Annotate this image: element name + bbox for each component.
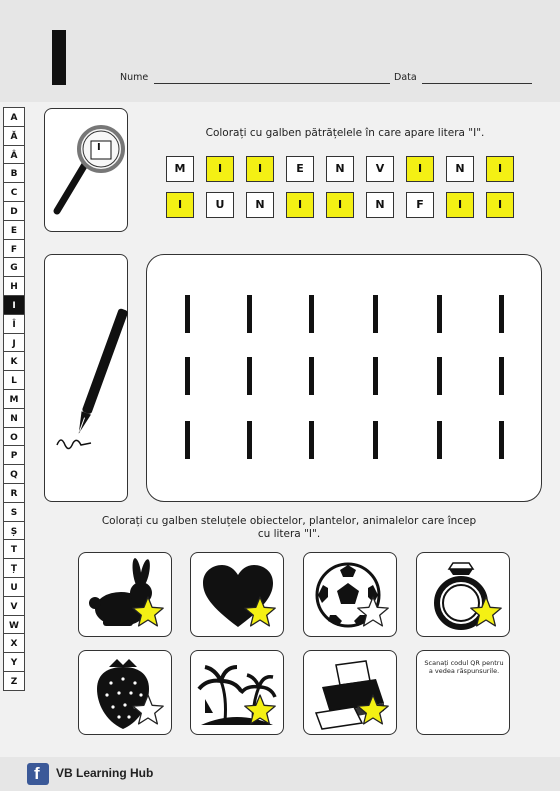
- alphabet-letter: K: [3, 351, 25, 371]
- letter-grid: [166, 156, 526, 220]
- grid-cell[interactable]: N: [326, 156, 354, 182]
- grid-cell[interactable]: I: [486, 192, 514, 218]
- alphabet-letter: J: [3, 333, 25, 353]
- alphabet-letter: L: [3, 370, 25, 390]
- alphabet-letter: Î: [3, 314, 25, 334]
- alphabet-letter: U: [3, 577, 25, 597]
- name-line[interactable]: [154, 83, 390, 84]
- alphabet-letter: G: [3, 257, 25, 277]
- star-icon: [131, 693, 165, 727]
- pen-panel: [44, 254, 128, 502]
- alphabet-letter: D: [3, 201, 25, 221]
- star-icon: [243, 693, 277, 727]
- grid-cell[interactable]: V: [366, 156, 394, 182]
- alphabet-letter: B: [3, 163, 25, 183]
- magnifier-panel: [44, 108, 128, 232]
- star-icon: [131, 595, 165, 629]
- alphabet-letter: I: [3, 295, 25, 315]
- grid-cell[interactable]: I: [206, 156, 234, 182]
- star-checkbox[interactable]: [243, 595, 277, 633]
- star-icon: [356, 595, 390, 629]
- letter-i-stroke: [185, 421, 190, 459]
- alphabet-letter: Ă: [3, 126, 25, 146]
- alphabet-letter: R: [3, 483, 25, 503]
- grid-cell[interactable]: M: [166, 156, 194, 182]
- letter-i-stroke: [247, 357, 252, 395]
- star-icon: [469, 595, 503, 629]
- letter-i-stroke: [247, 295, 252, 333]
- star-checkbox[interactable]: [243, 693, 277, 731]
- facebook-icon[interactable]: f: [27, 763, 49, 785]
- alphabet-column: [3, 108, 27, 691]
- letter-i-stroke: [499, 357, 504, 395]
- alphabet-letter: Ț: [3, 558, 25, 578]
- alphabet-letter: Q: [3, 464, 25, 484]
- grid-cell[interactable]: I: [326, 192, 354, 218]
- name-label: Nume: [120, 72, 149, 83]
- letter-i-stroke: [437, 295, 442, 333]
- grid-cell[interactable]: I: [446, 192, 474, 218]
- grid-cell[interactable]: I: [166, 192, 194, 218]
- alphabet-letter: Ș: [3, 521, 25, 541]
- star-checkbox[interactable]: [356, 595, 390, 633]
- letter-i-stroke: [373, 357, 378, 395]
- header-bar: [0, 0, 560, 102]
- star-icon: [243, 595, 277, 629]
- star-checkbox[interactable]: [469, 595, 503, 633]
- letter-i-stroke: [309, 357, 314, 395]
- letter-i-stroke: [437, 357, 442, 395]
- letter-i-stroke: [499, 421, 504, 459]
- exercise2-instruction: [64, 515, 514, 541]
- alphabet-letter: Â: [3, 145, 25, 165]
- letter-i-stroke: [185, 357, 190, 395]
- date-line[interactable]: [422, 83, 532, 84]
- alphabet-letter: H: [3, 276, 25, 296]
- alphabet-letter: E: [3, 220, 25, 240]
- letter-i-logo: [52, 30, 66, 85]
- magnifier-icon: [45, 109, 129, 233]
- grid-cell[interactable]: F: [406, 192, 434, 218]
- letter-i-stroke: [309, 421, 314, 459]
- footer-brand: VB Learning Hub: [56, 766, 154, 780]
- exercise2-line1: Colorați cu galben steluțele obiectelor, plantelor, animalelor care încep: [101, 515, 477, 527]
- star-checkbox[interactable]: [131, 693, 165, 731]
- alphabet-letter: M: [3, 389, 25, 409]
- alphabet-letter: P: [3, 445, 25, 465]
- alphabet-letter: X: [3, 633, 25, 653]
- grid-cell[interactable]: I: [486, 156, 514, 182]
- star-icon: [356, 693, 390, 727]
- tracing-panel[interactable]: [146, 254, 542, 502]
- alphabet-letter: W: [3, 615, 25, 635]
- exercise1-instruction: Colorați cu galben pătrățelele în care apare litera "I".: [205, 127, 485, 139]
- letter-i-stroke: [185, 295, 190, 333]
- grid-cell[interactable]: N: [246, 192, 274, 218]
- grid-cell[interactable]: I: [246, 156, 274, 182]
- alphabet-letter: S: [3, 502, 25, 522]
- alphabet-letter: N: [3, 408, 25, 428]
- letter-i-stroke: [373, 421, 378, 459]
- alphabet-letter: Z: [3, 671, 25, 691]
- letter-i-stroke: [373, 295, 378, 333]
- grid-cell[interactable]: E: [286, 156, 314, 182]
- grid-cell[interactable]: N: [446, 156, 474, 182]
- date-label: Data: [394, 72, 417, 83]
- alphabet-letter: T: [3, 539, 25, 559]
- alphabet-letter: F: [3, 239, 25, 259]
- qr-card[interactable]: [416, 650, 510, 735]
- alphabet-letter: V: [3, 596, 25, 616]
- letter-i-stroke: [247, 421, 252, 459]
- exercise2-line2: cu litera "I".: [257, 528, 321, 540]
- star-checkbox[interactable]: [131, 595, 165, 633]
- letter-i-stroke: [499, 295, 504, 333]
- qr-note: Scanați codul QR pentru a vedea răspunsurile.: [424, 659, 504, 675]
- grid-cell[interactable]: N: [366, 192, 394, 218]
- alphabet-letter: C: [3, 182, 25, 202]
- fountain-pen-icon: [45, 255, 129, 503]
- letter-i-stroke: [309, 295, 314, 333]
- alphabet-letter: A: [3, 107, 25, 127]
- star-checkbox[interactable]: [356, 693, 390, 731]
- magnifier-letter: I: [97, 142, 101, 153]
- grid-cell[interactable]: I: [286, 192, 314, 218]
- letter-i-stroke: [437, 421, 442, 459]
- alphabet-letter: O: [3, 427, 25, 447]
- grid-cell[interactable]: U: [206, 192, 234, 218]
- alphabet-letter: Y: [3, 652, 25, 672]
- grid-cell[interactable]: I: [406, 156, 434, 182]
